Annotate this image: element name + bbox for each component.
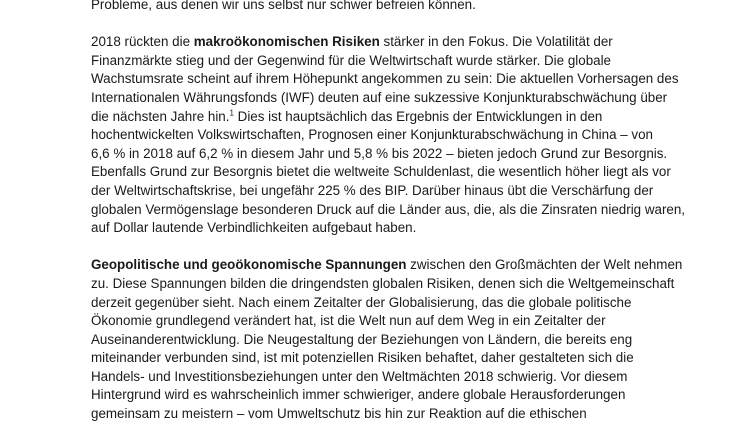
- text-line: zu. Diese Spannungen bilden die dringendsten globalen Risiken, denen sich die Weltgemeinschaft: [91, 275, 675, 291]
- text-line: 6,6 % in 2018 auf 6,2 % in diesem Jahr und 5,8 % bis 2022 – bieten jedoch Grund zur Besorgnis.: [91, 145, 668, 161]
- text-line: Handels- und Investitionsbeziehungen unter den Weltmächten 2018 schwierig. Vor diesem: [91, 368, 628, 384]
- bold-term-macroeconomic-risks: makroökonomischen Risiken: [193, 34, 380, 50]
- text-line: miteinander verbunden sind, ist mit potenziellen Risiken behaftet, daher gestalteten sich die: [91, 350, 634, 366]
- text-line: derzeit gegenüber sieht. Nach einem Zeitalter der Globalisierung, das die globale politische: [91, 294, 632, 310]
- text-run: 2018 rückten die: [91, 34, 194, 50]
- document-page: [91, 0, 686, 424]
- text-run: stärker in den Fokus. Die Volatilität der: [379, 34, 613, 50]
- text-line: Wachstumsrate scheint auf ihrem Höhepunkt angekommen zu sein: Die aktuellen Vorhersagen des: [91, 71, 679, 87]
- bold-term-geopolitical-tensions: Geopolitische und geoökonomische Spannungen: [91, 257, 407, 273]
- text-line: [91, 108, 671, 127]
- text-line: [91, 256, 683, 275]
- footnote-marker[interactable]: 1: [229, 108, 234, 118]
- text-line: [91, 33, 671, 52]
- intro-paragraph: [91, 0, 671, 15]
- text-run: die nächsten Jahre hin.: [91, 108, 230, 124]
- text-line: gemeinsam zu meistern – vom Umweltschutz bis hin zur Reaktion auf die ethischen: [91, 406, 587, 422]
- text-run: Dies ist hauptsächlich das Ergebnis der Entwicklungen in den: [233, 108, 603, 124]
- text-line: Auseinanderentwicklung. Die Neugestaltung der Beziehungen von Ländern, die bereits eng: [91, 331, 633, 347]
- text-line: Ökonomie grundlegend verändert hat, ist die Welt nun auf dem Weg in ein Zeitalter der: [91, 313, 606, 329]
- text-line: Internationalen Währungsfonds (IWF) deuten auf eine sukzessive Konjunkturabschwächung über: [91, 89, 668, 105]
- text-line: hochentwickelten Volkswirtschaften, Prognosen einer Konjunkturabschwächung in China – von: [91, 127, 654, 143]
- text-run: zwischen den Großmächten der Welt nehmen: [406, 257, 683, 273]
- text-line: auf Dollar lautende Verbindlichkeiten aufgebaut haben.: [91, 220, 417, 236]
- text-line: Ebenfalls Grund zur Besorgnis bietet die weltweite Schuldenlast, die wesentlich höher liegt als vor: [91, 164, 671, 180]
- text-line: Probleme, aus denen wir uns selbst nur schwer befreien können.: [91, 0, 476, 12]
- text-line: der Weltwirtschaftskrise, bei ungefähr 225 % des BIP. Darüber hinaus übt die Verschärfung der: [91, 182, 654, 198]
- text-line: Hintergrund wird es wahrscheinlich immer schwieriger, andere globale Herausforderungen: [91, 387, 626, 403]
- text-line: Finanzmärkte stieg und der Gegenwind für die Weltwirtschaft wurde stärker. Die globale: [91, 52, 612, 68]
- paragraph-spacer: [91, 15, 671, 34]
- geopolitical-tensions-paragraph: [91, 256, 683, 423]
- paragraph-spacer: [91, 238, 671, 257]
- macroeconomic-risks-paragraph: [91, 33, 686, 238]
- text-line: globalen Vermögenslage besonderen Druck auf die Länder aus, die, als die Zinsraten niedrig waren,: [91, 201, 686, 217]
